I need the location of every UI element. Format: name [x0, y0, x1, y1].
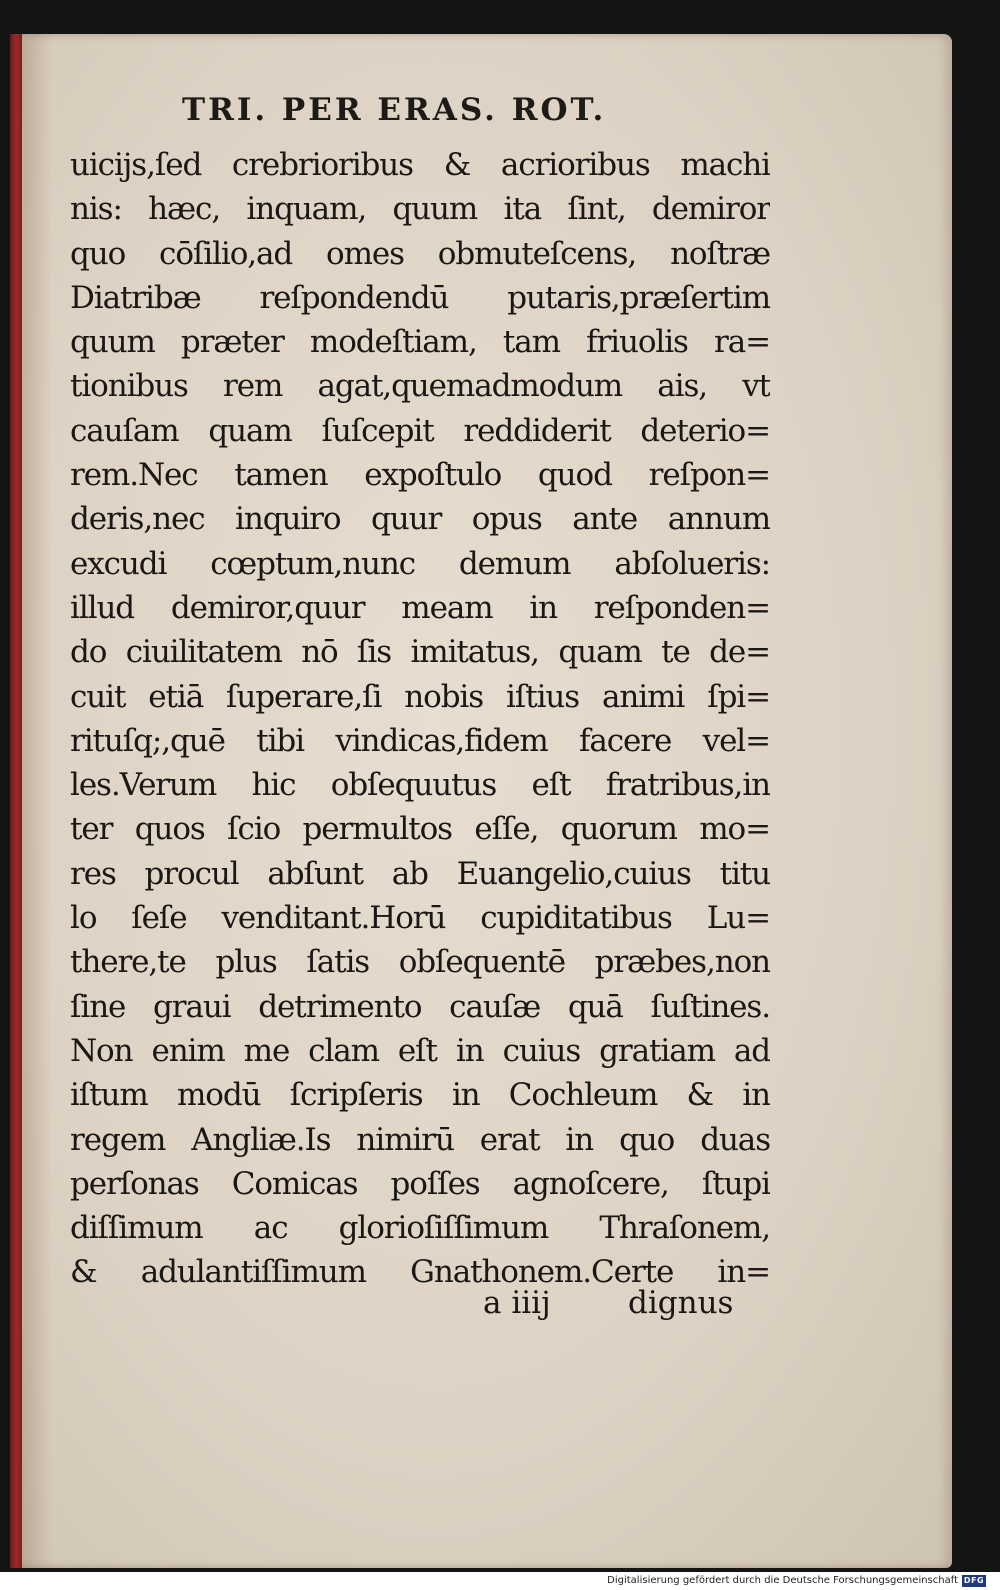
- text-line: tionibus rem agat,quemadmodum ais, vt: [70, 368, 770, 405]
- binding-edge: [10, 34, 22, 1568]
- text-line: illud demiror,quur meam in reſponden=: [70, 589, 770, 626]
- gutter-shadow: [22, 34, 52, 1568]
- catchword: dignus: [628, 1285, 734, 1321]
- text-line: lo ſeſe venditant.Horū cupiditatibus Lu=: [70, 900, 770, 937]
- text-line: quo cōſilio,ad omes obmuteſcens, noſtræ: [70, 235, 770, 272]
- text-line: deris,nec inquiro quur opus ante annum: [70, 501, 770, 538]
- text-line: & adulantiſſimum Gnathonem.Certe in=: [70, 1254, 770, 1291]
- text-line: cauſam quam ſuſcepit reddiderit deterio=: [70, 412, 770, 449]
- text-line: regem Angliæ.Is nimirū erat in quo duas: [70, 1121, 770, 1158]
- text-line: excudi cœptum,nunc demum abſolueris:: [70, 545, 770, 582]
- dfg-logo-icon: DFG: [963, 1576, 985, 1585]
- text-line: ter quos ſcio permultos eſſe, quorum mo=: [70, 811, 770, 848]
- text-line: quum præter modeſtiam, tam friuolis ra=: [70, 324, 770, 361]
- text-line: ſine graui detrimento cauſæ quā ſuſtines.: [70, 988, 770, 1025]
- text-line: there,te plus ſatis obſequentē præbes,non: [70, 944, 770, 981]
- text-line: Diatribæ reſpondendū putaris,præſertim: [70, 279, 770, 316]
- text-line: res procul abſunt ab Euangelio,cuius titu: [70, 855, 770, 892]
- text-line: diſſimum ac glorioſiſſimum Thraſonem,: [70, 1210, 770, 1247]
- running-head: TRI. PER ERAS. ROT.: [182, 92, 607, 128]
- text-line: nis: hæc, inquam, quum ita ſint, demiror: [70, 191, 770, 228]
- text-line: perſonas Comicas poſſes agnoſcere, ſtupi: [70, 1165, 770, 1202]
- text-line: cuit etiā ſuperare,ſi nobis iſtius animi ſpi=: [70, 678, 770, 715]
- signature-mark: a iiij: [483, 1285, 551, 1321]
- text-line: do ciuilitatem nō ſis imitatus, quam te de=: [70, 634, 770, 671]
- text-line: iſtum modū ſcripſeris in Cochleum & in: [70, 1077, 770, 1114]
- text-line: rem.Nec tamen expoſtulo quod reſpon=: [70, 457, 770, 494]
- text-line: uicijs,ſed crebrioribus & acrioribus machi: [70, 147, 770, 183]
- text-line: rituſq;,quē tibi vindicas,fidem facere vel=: [70, 722, 770, 759]
- funding-credit: Digitalisierung gefördert durch die Deutsche Forschungsgemeinschaft: [607, 1575, 958, 1586]
- body-text: [70, 143, 770, 1295]
- text-line: les.Verum hic obſequutus eſt fratribus,in: [70, 767, 770, 804]
- text-line: Non enim me clam eſt in cuius gratiam ad: [70, 1032, 770, 1069]
